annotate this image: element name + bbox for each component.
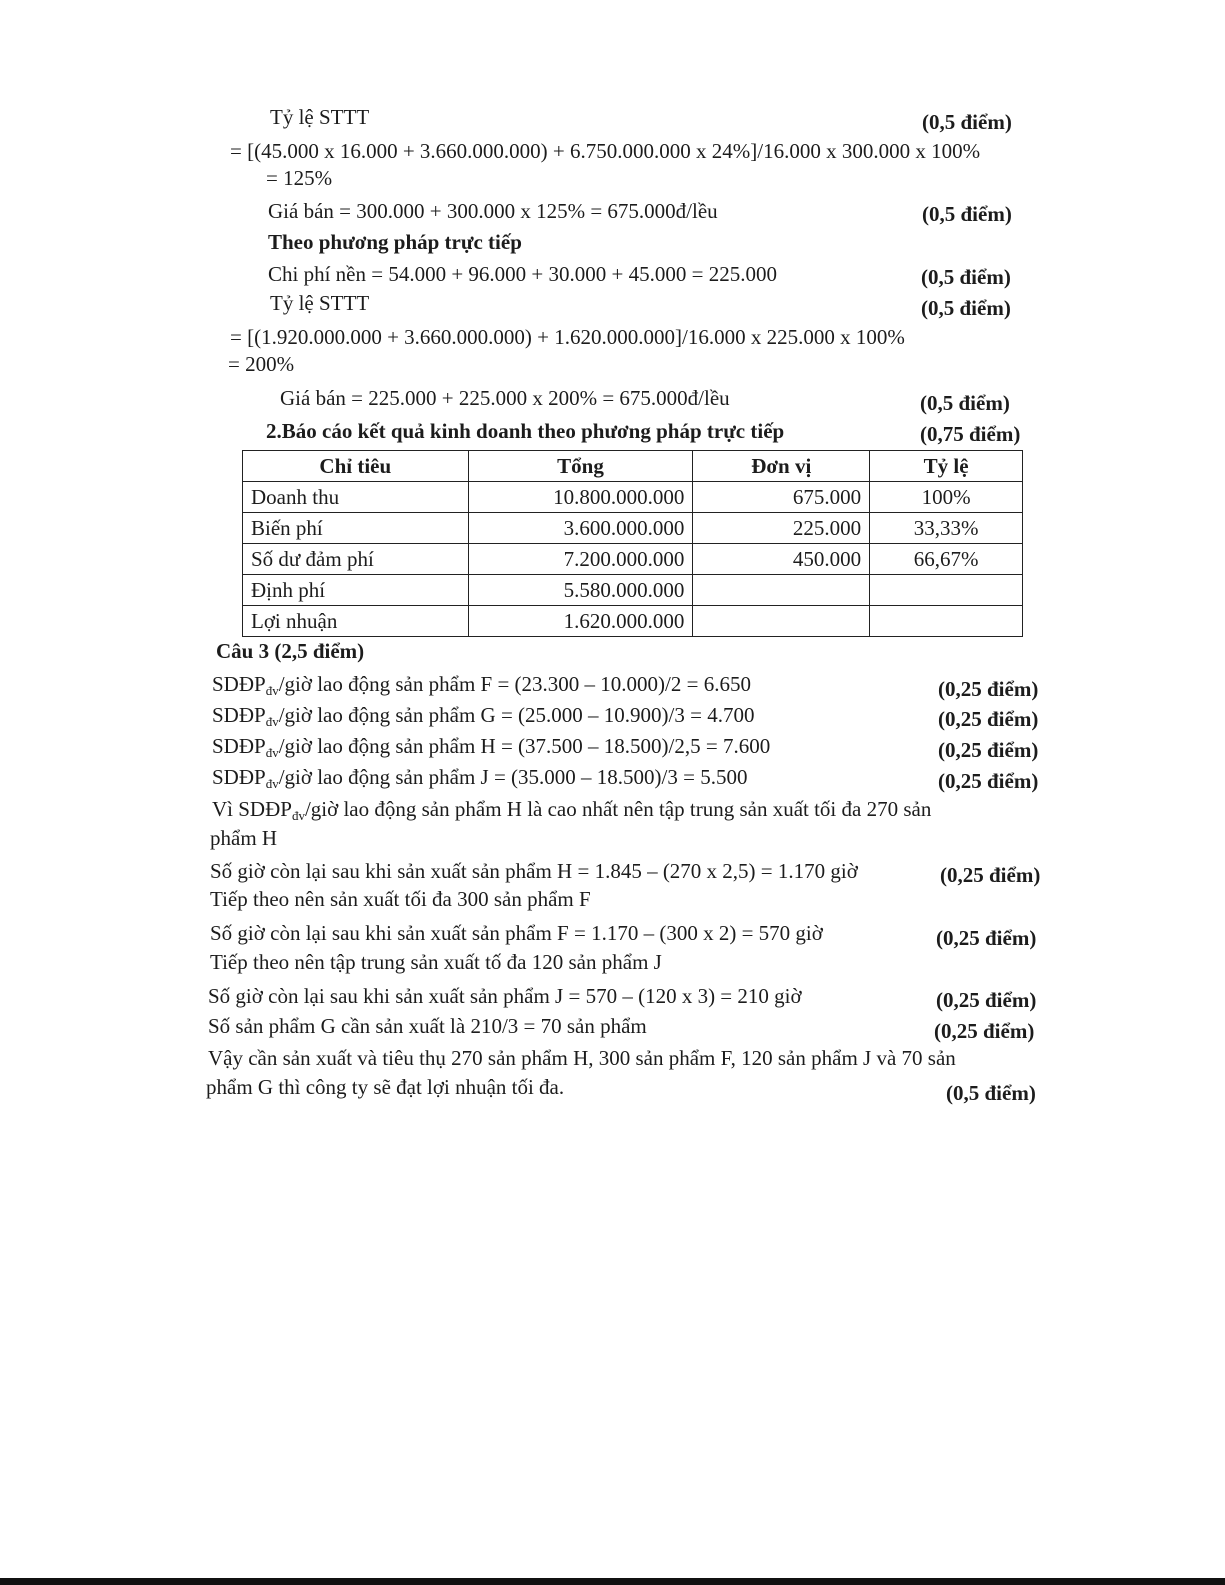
table-cell: 675.000 [693, 482, 870, 513]
text-line [212, 702, 754, 728]
column-header: Tỷ lệ [870, 451, 1023, 482]
text-line: Số giờ còn lại sau khi sản xuất sản phẩm F = 1.170 – (300 x 2) = 570 giờ [210, 921, 823, 945]
table-row [243, 606, 1023, 637]
column-header: Tổng [468, 451, 693, 482]
points-label: (0,5 điểm) [922, 110, 1012, 134]
table-row [243, 513, 1023, 544]
sddp-term: SDĐP [238, 797, 292, 821]
line-text: /giờ lao động sản phẩm G = (25.000 – 10.900)/3 = 4.700 [278, 703, 755, 727]
sddp-subscript: đv [265, 745, 279, 760]
text-line: Tiếp theo nên sản xuất tối đa 300 sản phẩm F [210, 887, 591, 911]
text-line [212, 796, 931, 822]
table-cell: 450.000 [693, 544, 870, 575]
text-line: Chi phí nền = 54.000 + 96.000 + 30.000 + 45.000 = 225.000 [268, 262, 777, 286]
points-label: (0,25 điểm) [936, 926, 1037, 950]
sddp-term: SDĐP [212, 703, 266, 727]
column-header: Đơn vị [693, 451, 870, 482]
points-label: (0,25 điểm) [938, 769, 1039, 793]
text-line: Số giờ còn lại sau khi sản xuất sản phẩm J = 570 – (120 x 3) = 210 giờ [208, 984, 802, 1008]
points-label: (0,25 điểm) [938, 738, 1039, 762]
table-cell: Lợi nhuận [243, 606, 469, 637]
table-cell: 66,67% [870, 544, 1023, 575]
text-line: phẩm H [210, 826, 278, 850]
table-cell: 3.600.000.000 [468, 513, 693, 544]
text-line: phẩm G thì công ty sẽ đạt lợi nhuận tối đa. [206, 1075, 565, 1099]
table-cell: 7.200.000.000 [468, 544, 693, 575]
text-line: Tỷ lệ STTT [270, 105, 370, 129]
column-header: Chỉ tiêu [243, 451, 469, 482]
table-cell: Doanh thu [243, 482, 469, 513]
points-label: (0,25 điểm) [936, 988, 1037, 1012]
text-line: Vậy cần sản xuất và tiêu thụ 270 sản phẩm H, 300 sản phẩm F, 120 sản phẩm J và 70 sản [208, 1046, 956, 1070]
table-cell: 225.000 [693, 513, 870, 544]
text-line [212, 764, 747, 790]
text-line: Tỷ lệ STTT [270, 291, 370, 315]
table-cell [870, 606, 1023, 637]
table-cell: 33,33% [870, 513, 1023, 544]
table-cell: 1.620.000.000 [468, 606, 693, 637]
table-cell: 5.580.000.000 [468, 575, 693, 606]
points-label: (0,25 điểm) [938, 707, 1039, 731]
line-text: /giờ lao động sản phẩm F = (23.300 – 10.000)/2 = 6.650 [278, 672, 751, 696]
sddp-term: SDĐP [212, 734, 266, 758]
question-heading: Câu 3 (2,5 điểm) [216, 639, 365, 663]
text-line: Số sản phẩm G cần sản xuất là 210/3 = 70 sản phẩm [208, 1014, 647, 1038]
text-line: = [(45.000 x 16.000 + 3.660.000.000) + 6.750.000.000 x 24%]/16.000 x 300.000 x 100% [230, 139, 981, 163]
table-row [243, 575, 1023, 606]
sddp-term: SDĐP [212, 765, 266, 789]
sddp-term: SDĐP [212, 672, 266, 696]
table-cell: Số dư đảm phí [243, 544, 469, 575]
table-cell: Biến phí [243, 513, 469, 544]
table-cell: 10.800.000.000 [468, 482, 693, 513]
text-line: Giá bán = 225.000 + 225.000 x 200% = 675.000đ/lều [280, 386, 730, 410]
points-label: (0,5 điểm) [920, 391, 1010, 415]
table-cell [693, 606, 870, 637]
income-statement-table [242, 450, 1023, 637]
table-cell: Định phí [243, 575, 469, 606]
table-header-row [243, 451, 1023, 482]
sddp-subscript: đv [265, 776, 279, 791]
points-label: (0,5 điểm) [921, 265, 1011, 289]
line-text: /giờ lao động sản phẩm H = (37.500 – 18.500)/2,5 = 7.600 [278, 734, 771, 758]
table-cell [870, 575, 1023, 606]
sddp-subscript: đv [265, 714, 279, 729]
points-label: (0,25 điểm) [934, 1019, 1035, 1043]
line-text: /giờ lao động sản phẩm H là cao nhất nên tập trung sản xuất tối đa 270 sản [304, 797, 932, 821]
line-text: /giờ lao động sản phẩm J = (35.000 – 18.500)/3 = 5.500 [278, 765, 748, 789]
points-label: (0,25 điểm) [940, 863, 1041, 887]
line-text: Vì [212, 797, 239, 821]
sddp-subscript: đv [265, 683, 279, 698]
report-heading: 2.Báo cáo kết quả kinh doanh theo phương pháp trực tiếp [266, 419, 785, 443]
text-line [212, 733, 770, 759]
sddp-subscript: đv [291, 808, 305, 823]
table-row [243, 544, 1023, 575]
table-cell [693, 575, 870, 606]
text-line [212, 671, 751, 697]
points-label: (0,5 điểm) [946, 1081, 1036, 1105]
text-line: Số giờ còn lại sau khi sản xuất sản phẩm H = 1.845 – (270 x 2,5) = 1.170 giờ [210, 859, 858, 883]
scan-bottom-edge [0, 1578, 1225, 1585]
text-line: = 200% [228, 352, 295, 376]
table-row [243, 482, 1023, 513]
text-line: Tiếp theo nên tập trung sản xuất tố đa 120 sản phẩm J [210, 950, 662, 974]
points-label: (0,5 điểm) [921, 296, 1011, 320]
points-label: (0,75 điểm) [920, 422, 1021, 446]
text-line: Giá bán = 300.000 + 300.000 x 125% = 675.000đ/lều [268, 199, 718, 223]
text-line: = [(1.920.000.000 + 3.660.000.000) + 1.620.000.000]/16.000 x 225.000 x 100% [230, 325, 905, 349]
section-subheading: Theo phương pháp trực tiếp [268, 230, 522, 254]
text-line: = 125% [266, 166, 333, 190]
points-label: (0,5 điểm) [922, 202, 1012, 226]
points-label: (0,25 điểm) [938, 677, 1039, 701]
table-cell: 100% [870, 482, 1023, 513]
